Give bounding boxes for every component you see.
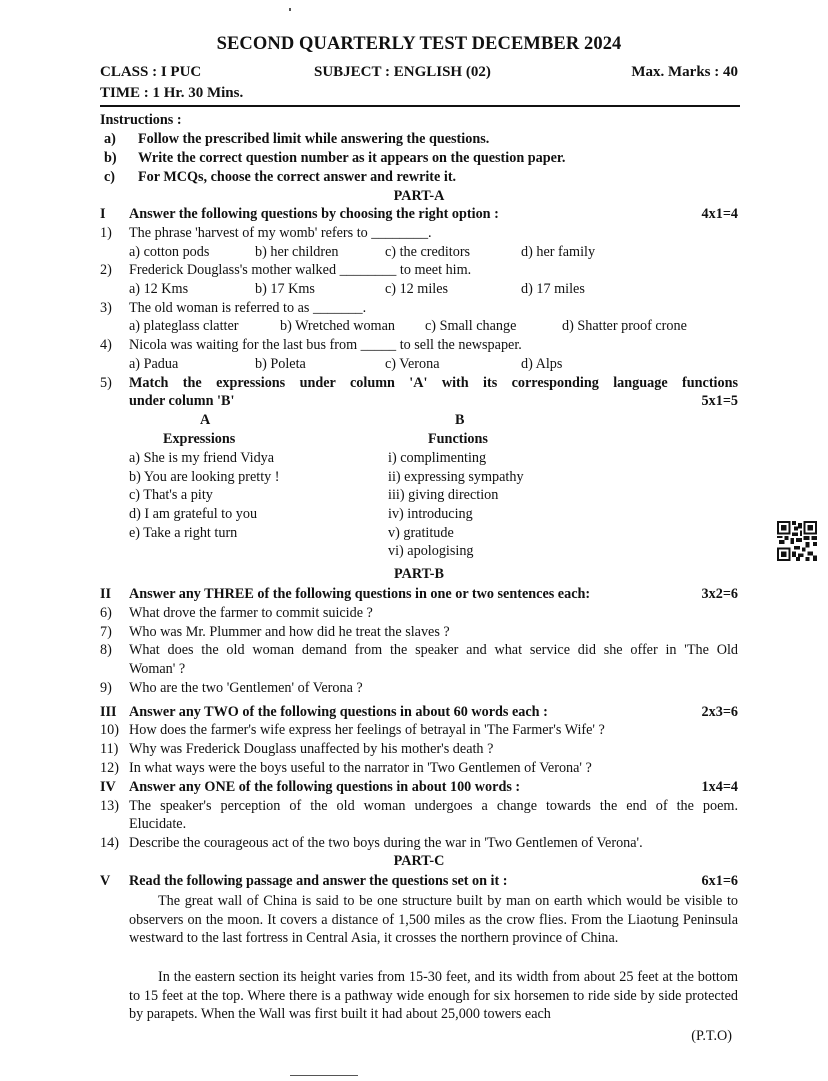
section-instruction: Answer the following questions by choosing the right option : bbox=[129, 206, 499, 222]
function-item: i) complimenting bbox=[388, 450, 487, 466]
section-instruction: Read the following passage and answer the questions set on it : bbox=[129, 873, 508, 889]
subject-label: SUBJECT : ENGLISH (02) bbox=[314, 64, 491, 80]
option-c: c) the creditors bbox=[385, 244, 471, 260]
expression-item: d) I am grateful to you bbox=[129, 506, 258, 522]
option-d: d) Alps bbox=[521, 356, 563, 372]
question-number: 2) bbox=[100, 262, 112, 278]
section-numeral: II bbox=[100, 586, 112, 602]
question-text: In what ways were the boys useful to the narrator in 'Two Gentlemen of Verona' ? bbox=[129, 760, 592, 776]
instruction-label: b) bbox=[104, 150, 117, 166]
question-text: The speaker's perception of the old woman undergoes a change towards the end of the poem. bbox=[129, 798, 738, 814]
question-text: Who are the two 'Gentlemen' of Verona ? bbox=[129, 680, 363, 696]
instruction-text: Follow the prescribed limit while answering the questions. bbox=[138, 131, 490, 147]
question-number: 12) bbox=[100, 760, 119, 776]
section-marks: 1x4=4 bbox=[701, 779, 738, 795]
question-number: 6) bbox=[100, 605, 112, 621]
question-number: 9) bbox=[100, 680, 112, 696]
question-2-options bbox=[100, 281, 738, 300]
question-3-options bbox=[100, 318, 738, 337]
question-text: Frederick Douglass's mother walked ________ to meet him. bbox=[129, 262, 472, 278]
question-9 bbox=[100, 680, 738, 699]
column-b-letter: B bbox=[455, 412, 465, 428]
question-text-cont: Elucidate. bbox=[129, 816, 187, 832]
option-c: c) Verona bbox=[385, 356, 440, 372]
column-a-title: Expressions bbox=[163, 431, 236, 447]
option-a: a) Padua bbox=[129, 356, 179, 372]
section-iv-header bbox=[100, 779, 738, 798]
option-b: b) Wretched woman bbox=[280, 318, 395, 334]
question-text: The old woman is referred to as _______. bbox=[129, 300, 367, 316]
option-b: b) Poleta bbox=[255, 356, 306, 372]
part-a-heading: PART-A bbox=[393, 188, 445, 204]
question-5 bbox=[100, 375, 738, 394]
question-3 bbox=[100, 300, 738, 319]
section-v-header bbox=[100, 873, 738, 892]
instruction-label: a) bbox=[104, 131, 116, 147]
question-13 bbox=[100, 798, 738, 817]
option-d: d) her family bbox=[521, 244, 596, 260]
question-4-options bbox=[100, 356, 738, 375]
question-number: 4) bbox=[100, 337, 112, 353]
qr-code-icon bbox=[777, 521, 817, 561]
section-instruction: Answer any TWO of the following questions in about 60 words each : bbox=[129, 704, 548, 720]
option-b: b) 17 Kms bbox=[255, 281, 315, 297]
question-marks: 5x1=5 bbox=[701, 393, 738, 409]
instruction-text: For MCQs, choose the correct answer and rewrite it. bbox=[138, 169, 457, 185]
exam-title: SECOND QUARTERLY TEST DECEMBER 2024 bbox=[216, 34, 622, 54]
question-text: Why was Frederick Douglass unaffected by his mother's death ? bbox=[129, 741, 494, 757]
question-7 bbox=[100, 624, 738, 643]
question-number: 7) bbox=[100, 624, 112, 640]
section-numeral: IV bbox=[100, 779, 116, 795]
expression-item: e) Take a right turn bbox=[129, 525, 238, 541]
option-b: b) her children bbox=[255, 244, 339, 260]
section-marks: 4x1=4 bbox=[701, 206, 738, 222]
section-numeral: V bbox=[100, 873, 111, 889]
question-12 bbox=[100, 760, 738, 779]
question-13-cont bbox=[100, 816, 738, 835]
section-instruction: Answer any THREE of the following questions in one or two sentences each: bbox=[129, 586, 591, 602]
option-a: a) cotton pods bbox=[129, 244, 210, 260]
question-6 bbox=[100, 605, 738, 624]
section-marks: 3x2=6 bbox=[701, 586, 738, 602]
question-1 bbox=[100, 225, 738, 244]
section-instruction: Answer any ONE of the following questions in about 100 words : bbox=[129, 779, 521, 795]
question-text: The phrase 'harvest of my womb' refers to ________. bbox=[129, 225, 432, 241]
question-2 bbox=[100, 262, 738, 281]
instruction-item bbox=[100, 150, 738, 169]
question-1-options bbox=[100, 244, 738, 263]
question-number: 11) bbox=[100, 741, 119, 757]
section-numeral: III bbox=[100, 704, 117, 720]
question-number: 1) bbox=[100, 225, 112, 241]
question-8-cont bbox=[100, 661, 738, 680]
passage-paragraph-1: The great wall of China is said to be one structure built by man on earth which would be visible to observers on the moon. It covers a distance of 1,500 miles as the crow flies. From the Liaotung Peninsula westward to the last fortress in Central Asia, it crosses the northern province of China. bbox=[129, 893, 738, 947]
please-turn-over: (P.T.O) bbox=[691, 1028, 732, 1044]
function-item: iii) giving direction bbox=[388, 487, 499, 503]
question-text: Describe the courageous act of the two boys during the war in 'Two Gentlemen of Verona'. bbox=[129, 835, 643, 851]
max-marks-label: Max. Marks : 40 bbox=[631, 64, 738, 80]
part-b-heading: PART-B bbox=[394, 566, 444, 582]
section-marks: 2x3=6 bbox=[701, 704, 738, 720]
question-text: What drove the farmer to commit suicide ? bbox=[129, 605, 373, 621]
question-number: 13) bbox=[100, 798, 119, 814]
scan-line bbox=[290, 1075, 358, 1076]
column-a-letter: A bbox=[200, 412, 211, 428]
option-d: d) 17 miles bbox=[521, 281, 585, 297]
class-label: CLASS : I PUC bbox=[100, 64, 202, 80]
section-iii-header bbox=[100, 704, 738, 723]
question-text: Match the expressions under column 'A' with its corresponding language functions bbox=[129, 375, 738, 391]
option-d: d) Shatter proof crone bbox=[562, 318, 687, 334]
section-ii-header bbox=[100, 586, 738, 605]
option-a: a) plateglass clatter bbox=[129, 318, 239, 334]
expression-item: b) You are looking pretty ! bbox=[129, 469, 280, 485]
instruction-item bbox=[100, 131, 738, 150]
question-text-cont: under column 'B' bbox=[129, 393, 235, 409]
question-text-cont: Woman' ? bbox=[129, 661, 186, 677]
header-divider bbox=[100, 105, 740, 107]
section-i-header bbox=[100, 206, 738, 225]
instructions-heading: Instructions : bbox=[100, 112, 182, 128]
passage-paragraph-2: In the eastern section its height varies from 15-30 feet, and its width from about 25 feet at the bottom to 15 feet at the top. Where there is a pathway wide enough for six horsemen to ride side by side protected by parapets. When the Wall was first built it had about 25,000 towers each bbox=[129, 969, 738, 1023]
part-c-heading: PART-C bbox=[393, 853, 445, 869]
function-item: iv) introducing bbox=[388, 506, 473, 522]
function-item: vi) apologising bbox=[388, 543, 474, 559]
question-11 bbox=[100, 741, 738, 760]
expression-item: c) That's a pity bbox=[129, 487, 213, 503]
option-a: a) 12 Kms bbox=[129, 281, 189, 297]
question-text: Nicola was waiting for the last bus from _____ to sell the newspaper. bbox=[129, 337, 522, 353]
option-c: c) 12 miles bbox=[385, 281, 449, 297]
question-text: What does the old woman demand from the speaker and what service did she offer in 'The Old bbox=[129, 642, 738, 658]
question-text: How does the farmer's wife express her feelings of betrayal in 'The Farmer's Wife' ? bbox=[129, 722, 605, 738]
question-8 bbox=[100, 642, 738, 661]
question-number: 5) bbox=[100, 375, 112, 391]
option-c: c) Small change bbox=[425, 318, 517, 334]
function-item: v) gratitude bbox=[388, 525, 454, 541]
section-numeral: I bbox=[100, 206, 106, 222]
question-5-cont bbox=[100, 393, 738, 412]
time-label: TIME : 1 Hr. 30 Mins. bbox=[100, 85, 244, 101]
section-marks: 6x1=6 bbox=[701, 873, 738, 889]
question-number: 14) bbox=[100, 835, 119, 851]
function-item: ii) expressing sympathy bbox=[388, 469, 524, 485]
column-b-title: Functions bbox=[428, 431, 488, 447]
question-text: Who was Mr. Plummer and how did he treat the slaves ? bbox=[129, 624, 450, 640]
instruction-label: c) bbox=[104, 169, 116, 185]
instruction-text: Write the correct question number as it appears on the question paper. bbox=[138, 150, 566, 166]
question-number: 10) bbox=[100, 722, 119, 738]
question-4 bbox=[100, 337, 738, 356]
expression-item: a) She is my friend Vidya bbox=[129, 450, 275, 466]
question-number: 3) bbox=[100, 300, 112, 316]
question-14 bbox=[100, 835, 738, 854]
scan-speck bbox=[289, 8, 291, 11]
instruction-item bbox=[100, 169, 738, 188]
question-10 bbox=[100, 722, 738, 741]
question-number: 8) bbox=[100, 642, 112, 658]
